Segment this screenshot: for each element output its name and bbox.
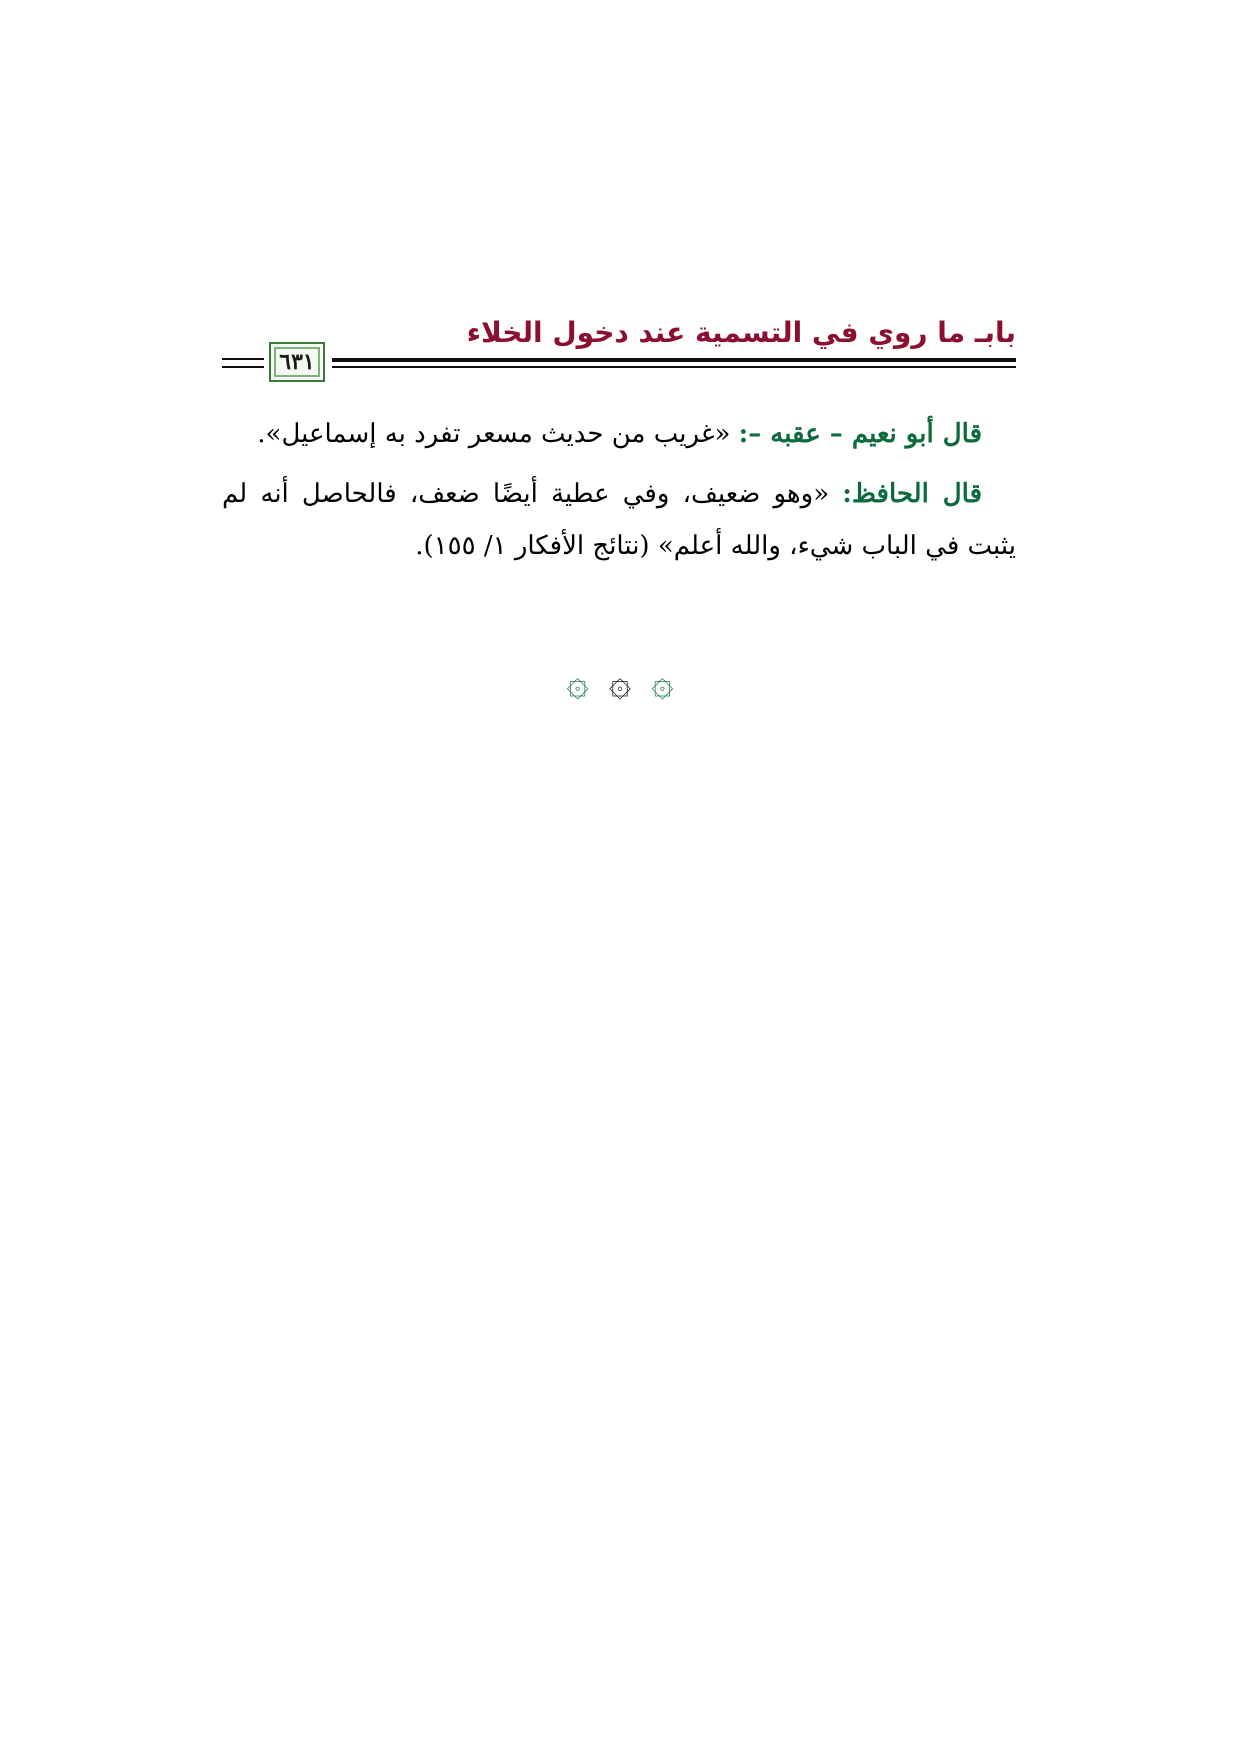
header-rule xyxy=(332,358,1016,362)
header-rule xyxy=(222,366,264,368)
speaker-lead: قال أبو نعيم – عقبه –: xyxy=(738,419,982,449)
quote-text: «وهو ضعيف، وفي عطية أيضًا ضعف، فالحاصل أنه لم يثبت في الباب شيء، والله أعلم» (نتائج الأفكار ١/ ١٥٥). xyxy=(222,479,1016,561)
section-divider-ornaments xyxy=(0,662,1240,702)
paragraph xyxy=(222,408,1016,460)
speaker-lead: قال الحافظ: xyxy=(842,479,983,509)
page-number: ٦٣١ xyxy=(279,349,315,375)
page-number-frame xyxy=(269,342,325,382)
page-header xyxy=(222,312,1016,390)
header-rule xyxy=(222,358,264,360)
flower-ornament-icon: ۞ xyxy=(608,660,632,704)
quote-text: «غريب من حديث مسعر تفرد به إسماعيل». xyxy=(257,419,739,449)
chapter-title: بابـ ما روي في التسمية عند دخول الخلاء xyxy=(466,316,1016,349)
paragraph xyxy=(222,468,1016,572)
body-text xyxy=(222,408,1016,580)
flower-ornament-icon: ۞ xyxy=(651,660,674,704)
header-rule xyxy=(332,366,1016,368)
flower-ornament-icon: ۞ xyxy=(566,660,589,704)
